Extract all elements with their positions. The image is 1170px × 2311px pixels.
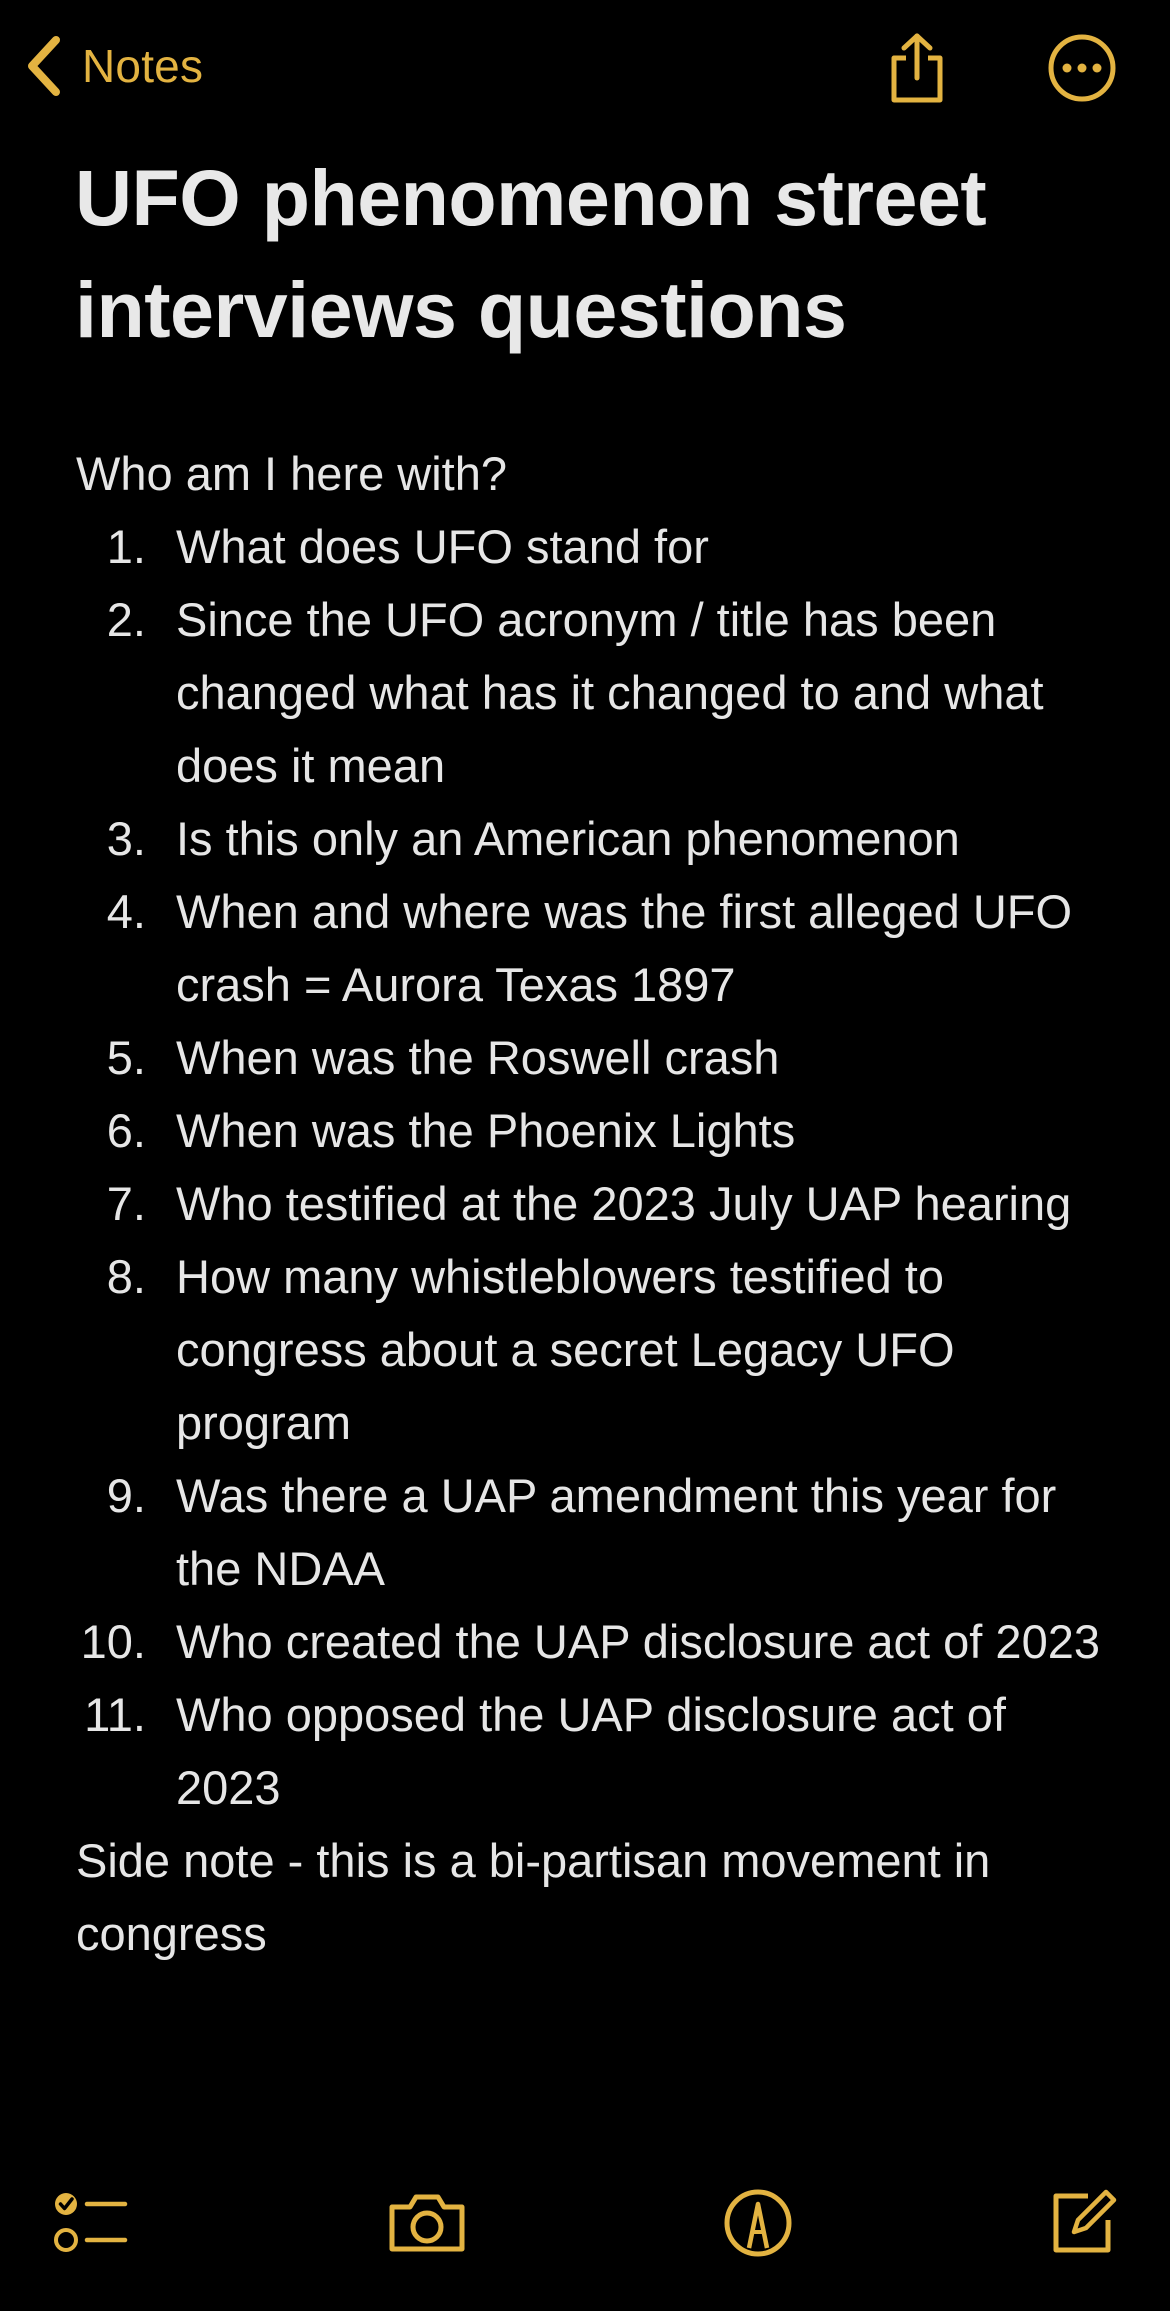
list-item: [76, 1678, 1116, 1824]
list-item: [76, 1167, 1116, 1240]
camera-icon: [386, 2191, 468, 2255]
checklist-button[interactable]: [48, 2180, 134, 2266]
list-number: 3.: [106, 812, 146, 865]
more-options-button[interactable]: [1042, 28, 1122, 108]
share-button[interactable]: [877, 28, 957, 108]
list-item-text: Who opposed the UAP disclosure act of 2023: [176, 1688, 1006, 1814]
list-number: 11.: [84, 1688, 146, 1741]
back-button[interactable]: [24, 30, 203, 102]
list-item-text: When was the Roswell crash: [176, 1031, 780, 1084]
compose-button[interactable]: [1040, 2180, 1126, 2266]
list-item-text: What does UFO stand for: [176, 520, 709, 573]
checklist-icon: [53, 2189, 129, 2257]
bottom-toolbar: [0, 2170, 1170, 2270]
list-item-text: Was there a UAP amendment this year for the NDAA: [176, 1469, 1057, 1595]
share-icon: [886, 32, 948, 104]
list-item-text: Is this only an American phenomenon: [176, 812, 960, 865]
list-number: 9.: [106, 1469, 146, 1522]
note-footer: Side note - this is a bi-partisan movement in congress: [76, 1834, 991, 1960]
list-item-text: Who testified at the 2023 July UAP hearing: [176, 1177, 1072, 1230]
ellipsis-circle-icon: [1047, 33, 1117, 103]
list-number: 6.: [106, 1104, 146, 1157]
list-item: [76, 1459, 1116, 1605]
note-title[interactable]: UFO phenomenon street interviews questions: [75, 153, 987, 354]
note-body[interactable]: [76, 437, 1116, 1970]
list-number: 7.: [106, 1177, 146, 1230]
list-item: [76, 1021, 1116, 1094]
list-number: 2.: [106, 593, 146, 646]
list-item-text: Since the UFO acronym / title has been changed what has it changed to and what does it mean: [176, 593, 1044, 792]
note-intro: Who am I here with?: [76, 447, 508, 500]
list-number: 1.: [106, 520, 146, 573]
list-number: 4.: [106, 885, 146, 938]
list-item: [76, 1094, 1116, 1167]
camera-button[interactable]: [384, 2180, 470, 2266]
list-number: 10.: [80, 1615, 146, 1668]
question-list: [76, 510, 1116, 1824]
list-number: 5.: [106, 1031, 146, 1084]
back-button-label: Notes: [82, 40, 204, 92]
chevron-left-icon: [24, 34, 64, 98]
navigation-bar: [0, 0, 1170, 130]
list-item: [76, 510, 1116, 583]
markup-pen-icon: [723, 2188, 793, 2258]
list-item: [76, 1240, 1116, 1459]
markup-button[interactable]: [715, 2180, 801, 2266]
list-number: 8.: [106, 1250, 146, 1303]
list-item-text: How many whistleblowers testified to congress about a secret Legacy UFO program: [176, 1250, 955, 1449]
list-item-text: When was the Phoenix Lights: [176, 1104, 796, 1157]
list-item: [76, 802, 1116, 875]
list-item: [76, 875, 1116, 1021]
list-item-text: When and where was the first alleged UFO crash = Aurora Texas 1897: [176, 885, 1073, 1011]
list-item: [76, 1605, 1116, 1678]
list-item-text: Who created the UAP disclosure act of 2023: [176, 1615, 1100, 1668]
list-item: [76, 583, 1116, 802]
compose-icon: [1048, 2188, 1118, 2258]
